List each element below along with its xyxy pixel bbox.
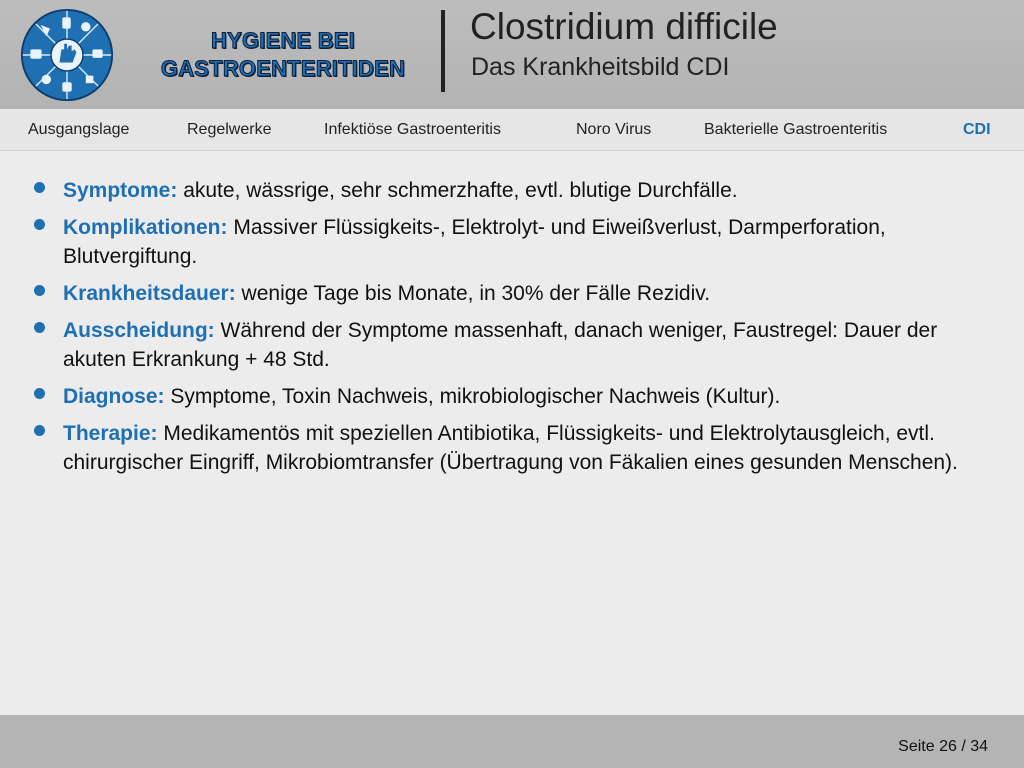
section-nav — [0, 109, 1024, 151]
nav-item-bakterielle-gastroenteritis[interactable]: Bakterielle Gastroenteritis — [704, 121, 888, 138]
nav-item-infektioese-gastroenteritis[interactable]: Infektiöse Gastroenteritis — [324, 121, 501, 138]
bullet-dot — [34, 182, 45, 193]
nav-item-noro-virus[interactable]: Noro Virus — [576, 121, 652, 138]
header-bar — [0, 0, 1024, 109]
bullet-dot — [34, 285, 45, 296]
page-title: Clostridium difficile — [470, 6, 778, 47]
bullet-text: Während der Symptome massenhaft, danach weniger, Faustregel: Dauer der akuten Erkrankung + 48 Std. — [63, 319, 938, 371]
bullet-keyword: Diagnose: — [63, 385, 165, 408]
bullet-dot — [34, 219, 45, 230]
page-number: Seite 26 / 34 — [898, 738, 988, 755]
footer-bar — [0, 715, 1024, 768]
bullet-text: wenige Tage bis Monate, in 30% der Fälle Rezidiv. — [235, 282, 711, 305]
bullet-text: akute, wässrige, sehr schmerzhafte, evtl. blutige Durchfälle. — [177, 179, 738, 202]
brand-line-1: HYGIENE BEI — [210, 28, 355, 53]
bullet-keyword: Krankheitsdauer: — [63, 282, 236, 305]
bullet-keyword: Symptome: — [63, 179, 178, 202]
bullet-text: Medikamentös mit speziellen Antibiotika, Flüssigkeits- und Elektrolytausgleich, evtl. chirurgischer Eingriff, Mikrobiomtransfer (Übertragung von Fäkalien eines gesunden Menschen). — [63, 422, 958, 474]
bullet-item-krankheitsdauer — [30, 279, 990, 308]
bullet-item-ausscheidung — [30, 316, 990, 374]
nav-item-ausgangslage[interactable]: Ausgangslage — [28, 121, 130, 138]
bullet-list — [30, 176, 990, 485]
bullet-item-komplikationen — [30, 213, 990, 271]
bullet-keyword: Therapie: — [63, 422, 158, 445]
bullet-keyword: Ausscheidung: — [63, 319, 215, 342]
page-subtitle: Das Krankheitsbild CDI — [471, 53, 730, 81]
nav-item-cdi[interactable]: CDI — [963, 121, 991, 138]
hygiene-wheel-logo-icon — [20, 8, 114, 102]
bullet-item-diagnose — [30, 382, 990, 411]
brand-title — [138, 27, 428, 83]
bullet-text: Symptome, Toxin Nachweis, mikrobiologischer Nachweis (Kultur). — [164, 385, 781, 408]
bullet-item-therapie — [30, 419, 990, 477]
nav-item-regelwerke[interactable]: Regelwerke — [187, 121, 272, 138]
bullet-dot — [34, 388, 45, 399]
bullet-keyword: Komplikationen: — [63, 216, 228, 239]
bullet-text: Massiver Flüssigkeits-, Elektrolyt- und Eiweißverlust, Darmperforation, Blutvergiftung. — [63, 216, 886, 268]
bullet-dot — [34, 322, 45, 333]
bullet-item-symptome — [30, 176, 990, 205]
header-divider — [441, 10, 445, 92]
brand-line-2: GASTROENTERITIDEN — [160, 56, 406, 81]
bullet-dot — [34, 425, 45, 436]
